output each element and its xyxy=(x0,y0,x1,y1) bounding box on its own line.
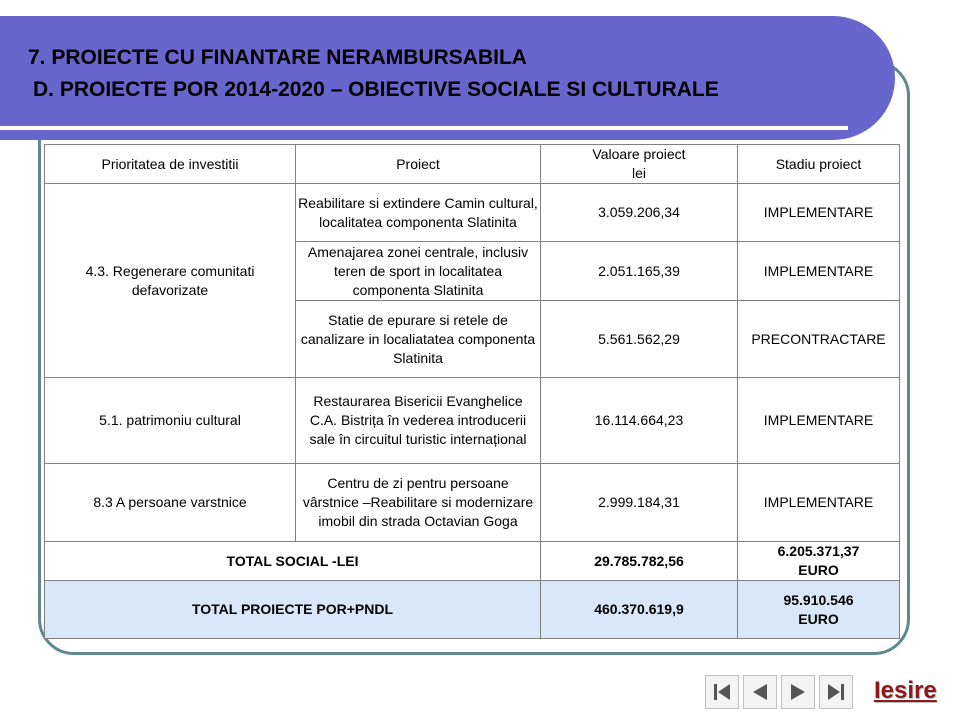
last-slide-button[interactable] xyxy=(819,675,853,709)
priority-cell: 5.1. patrimoniu cultural xyxy=(45,378,296,464)
total-por-value: 460.370.619,9 xyxy=(541,581,738,639)
total-por-euro-unit: EURO xyxy=(798,610,839,627)
project-cell: Amenajarea zonei centrale, inclusiv teren de sport in localitatea componenta Slatinita xyxy=(296,242,541,301)
value-cell: 16.114.664,23 xyxy=(541,378,738,464)
projects-table xyxy=(44,144,900,639)
total-social-euro xyxy=(738,542,900,581)
slide-navigation xyxy=(705,672,857,712)
last-icon xyxy=(824,680,848,704)
exit-link[interactable]: Iesire xyxy=(874,677,937,704)
table-row xyxy=(45,378,900,464)
status-cell: IMPLEMENTARE xyxy=(738,464,900,542)
value-cell: 2.051.165,39 xyxy=(541,242,738,301)
table-header-row xyxy=(45,145,900,184)
status-cell: PRECONTRACTARE xyxy=(738,301,900,378)
total-por-row xyxy=(45,581,900,639)
status-cell: IMPLEMENTARE xyxy=(738,378,900,464)
total-social-euro-unit: EURO xyxy=(798,562,839,578)
total-social-row xyxy=(45,542,900,581)
priority-cell: 8.3 A persoane varstnice xyxy=(45,464,296,542)
project-cell: Restaurarea Bisericii Evanghelice C.A. Bistrița în vederea introducerii sale în circuitul turistic internațional xyxy=(296,378,541,464)
total-por-label: TOTAL PROIECTE POR+PNDL xyxy=(45,581,541,639)
priority-cell: 4.3. Regenerare comunitati defavorizate xyxy=(45,184,296,378)
table-row xyxy=(45,184,900,242)
first-slide-button[interactable] xyxy=(705,675,739,709)
first-icon xyxy=(710,680,734,704)
value-cell: 3.059.206,34 xyxy=(541,184,738,242)
total-por-euro xyxy=(738,581,900,639)
column-header-status: Stadiu proiect xyxy=(738,145,900,184)
status-cell: IMPLEMENTARE xyxy=(738,184,900,242)
slide-subtitle: D. PROIECTE POR 2014-2020 – OBIECTIVE SOCIALE SI CULTURALE xyxy=(33,78,719,101)
status-cell: IMPLEMENTARE xyxy=(738,242,900,301)
project-cell: Centru de zi pentru persoane vârstnice –Reabilitare si modernizare imobil din strada Octavian Goga xyxy=(296,464,541,542)
project-cell: Reabilitare si extindere Camin cultural, localitatea componenta Slatinita xyxy=(296,184,541,242)
title-underline xyxy=(0,126,848,130)
table-row xyxy=(45,464,900,542)
slide-title: 7. PROIECTE CU FINANTARE NERAMBURSABILA xyxy=(28,46,527,69)
previous-icon xyxy=(748,680,772,704)
column-header-value-line2: lei xyxy=(631,165,646,181)
column-header-value-line1: Valoare proiect xyxy=(592,146,686,162)
value-cell: 2.999.184,31 xyxy=(541,464,738,542)
column-header-priority: Prioritatea de investitii xyxy=(45,145,296,184)
previous-slide-button[interactable] xyxy=(743,675,777,709)
value-cell: 5.561.562,29 xyxy=(541,301,738,378)
next-icon xyxy=(786,680,810,704)
column-header-value xyxy=(541,145,738,184)
column-header-project: Proiect xyxy=(296,145,541,184)
total-por-euro-value: 95.910.546 xyxy=(783,591,854,608)
project-cell: Statie de epurare si retele de canalizare in localiatatea componenta Slatinita xyxy=(296,301,541,378)
total-social-value: 29.785.782,56 xyxy=(541,542,738,581)
next-slide-button[interactable] xyxy=(781,675,815,709)
total-social-label: TOTAL SOCIAL -LEI xyxy=(45,542,541,581)
total-social-euro-value: 6.205.371,37 xyxy=(777,543,860,559)
